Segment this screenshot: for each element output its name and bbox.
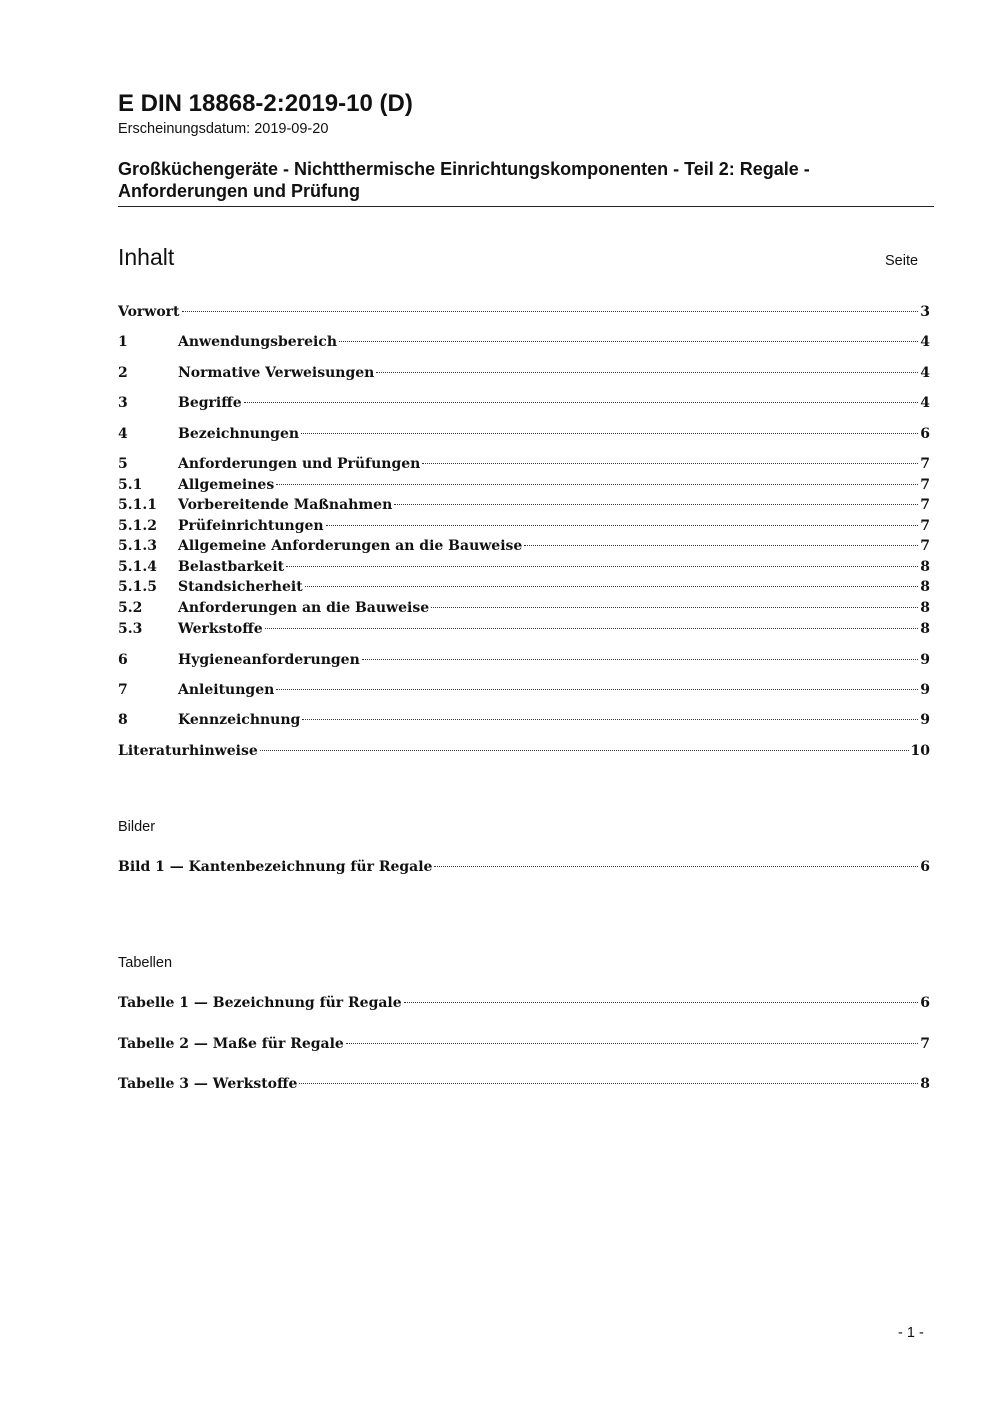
toc-entry-title: Kennzeichnung [178, 712, 301, 728]
toc-entry-number: 8 [118, 712, 128, 728]
toc-entry-page: 8 [920, 559, 930, 575]
toc-entry-title: Allgemeine Anforderungen an die Bauweise [178, 538, 523, 554]
toc-entry-number: 2 [118, 365, 128, 381]
toc-entry-number: 3 [118, 395, 128, 411]
toc-entry-number: 5.1.4 [118, 559, 157, 575]
dot-leader [326, 525, 919, 526]
dot-leader [404, 1002, 919, 1003]
page-number: - 1 - [898, 1325, 924, 1341]
title-divider [118, 206, 934, 207]
toc-entry-page: 7 [920, 497, 930, 513]
toc-entry[interactable] [118, 516, 930, 536]
toc-entry-title: Normative Verweisungen [178, 365, 375, 381]
toc-entry-title: Anforderungen und Prüfungen [178, 456, 421, 472]
toc-entry-title: Begriffe [178, 395, 242, 411]
dot-leader [260, 750, 909, 751]
table-entry-title: Tabelle 2 — Maße für Regale [118, 1036, 344, 1052]
toc-entry-title: Vorbereitende Maßnahmen [178, 497, 393, 513]
table-entry[interactable] [118, 993, 930, 1013]
dot-leader [265, 628, 919, 629]
toc-entry-page: 7 [920, 477, 930, 493]
table-entry-page: 7 [920, 1036, 930, 1052]
dot-leader [524, 545, 918, 546]
toc-entry-page: 10 [910, 743, 930, 759]
toc-entry-title: Vorwort [118, 304, 180, 320]
toc-entry-page: 6 [920, 426, 930, 442]
table-entry[interactable] [118, 1034, 930, 1054]
toc-entry[interactable] [118, 557, 930, 577]
toc-entry-page: 3 [920, 304, 930, 320]
dot-leader [244, 402, 919, 403]
toc-entry-number: 5.1.1 [118, 497, 157, 513]
dot-leader [299, 1083, 918, 1084]
dot-leader [362, 659, 918, 660]
table-entry-page: 8 [920, 1076, 930, 1092]
toc-entry-title: Literaturhinweise [118, 743, 258, 759]
toc-entry[interactable] [118, 598, 930, 618]
dot-leader [376, 372, 918, 373]
table-entry-page: 6 [920, 995, 930, 1011]
toc-entry-title: Standsicherheit [178, 579, 303, 595]
page-column-label: Seite [885, 253, 919, 269]
toc-entry-page: 9 [920, 682, 930, 698]
toc-entry[interactable] [118, 424, 930, 444]
toc-entry[interactable] [118, 302, 930, 322]
table-entry[interactable] [118, 1074, 930, 1094]
dot-leader [286, 566, 918, 567]
dot-leader [346, 1043, 918, 1044]
figures-label: Bilder [118, 819, 156, 835]
table-entry-title: Tabelle 1 — Bezeichnung für Regale [118, 995, 402, 1011]
toc-entry-number: 5 [118, 456, 128, 472]
document-id: E DIN 18868-2:2019-10 (D) [118, 90, 413, 117]
toc-entry-page: 8 [920, 621, 930, 637]
toc-entry[interactable] [118, 393, 930, 413]
toc-entry-page: 9 [920, 652, 930, 668]
toc-entry[interactable] [118, 332, 930, 352]
toc-heading: Inhalt [118, 244, 175, 270]
toc-entry-page: 7 [920, 538, 930, 554]
dot-leader [431, 607, 918, 608]
toc-entry-number: 6 [118, 652, 128, 668]
dot-leader [302, 719, 918, 720]
toc-entry-page: 7 [920, 518, 930, 534]
dot-leader [434, 866, 918, 867]
dot-leader [276, 484, 918, 485]
dot-leader [394, 504, 918, 505]
document-title: Großküchengeräte - Nichtthermische Einrichtungskomponenten - Teil 2: Regale - Anforderungen und Prüfung [118, 159, 810, 201]
toc-entry-page: 8 [920, 600, 930, 616]
toc-entry-number: 5.2 [118, 600, 143, 616]
figure-entry-title: Bild 1 — Kantenbezeichnung für Regale [118, 859, 433, 875]
toc-entry-page: 7 [920, 456, 930, 472]
figure-entry[interactable] [118, 857, 930, 877]
toc-entry[interactable] [118, 710, 930, 730]
dot-leader [182, 311, 919, 312]
toc-entry[interactable] [118, 619, 930, 639]
toc-entry[interactable] [118, 680, 930, 700]
table-entry-title: Tabelle 3 — Werkstoffe [118, 1076, 298, 1092]
toc-entry-page: 8 [920, 579, 930, 595]
dot-leader [339, 341, 918, 342]
toc-entry-title: Allgemeines [178, 477, 275, 493]
toc-entry[interactable] [118, 363, 930, 383]
toc-entry-title: Anwendungsbereich [178, 334, 337, 350]
toc-entry-number: 5.1.2 [118, 518, 157, 534]
toc-entry-number: 7 [118, 682, 128, 698]
tables-label: Tabellen [118, 955, 173, 971]
toc-entry-number: 4 [118, 426, 128, 442]
toc-entry-title: Werkstoffe [178, 621, 263, 637]
toc-entry[interactable] [118, 475, 930, 495]
dot-leader [301, 433, 918, 434]
toc-entry[interactable] [118, 741, 930, 761]
toc-entry[interactable] [118, 495, 930, 515]
toc-entry-page: 4 [920, 395, 930, 411]
toc-entry-title: Belastbarkeit [178, 559, 285, 575]
toc-entry-page: 4 [920, 365, 930, 381]
toc-entry-title: Prüfeinrichtungen [178, 518, 324, 534]
toc-entry-title: Bezeichnungen [178, 426, 300, 442]
publication-date: Erscheinungsdatum: 2019-09-20 [118, 121, 329, 137]
toc-entry-page: 9 [920, 712, 930, 728]
toc-entry-title: Hygieneanforderungen [178, 652, 360, 668]
toc-entry-number: 5.1.5 [118, 579, 157, 595]
toc-entry[interactable] [118, 454, 930, 474]
toc-entry-number: 5.3 [118, 621, 143, 637]
figure-entry-page: 6 [920, 859, 930, 875]
toc-entry-number: 5.1 [118, 477, 143, 493]
toc-entry[interactable] [118, 577, 930, 597]
toc-entry-page: 4 [920, 334, 930, 350]
toc-entry[interactable] [118, 650, 930, 670]
toc-entry[interactable] [118, 536, 930, 556]
toc-entry-title: Anforderungen an die Bauweise [178, 600, 430, 616]
toc-entry-number: 1 [118, 334, 128, 350]
toc-entry-number: 5.1.3 [118, 538, 157, 554]
dot-leader [422, 463, 918, 464]
dot-leader [305, 586, 919, 587]
toc-entry-title: Anleitungen [178, 682, 275, 698]
dot-leader [276, 689, 918, 690]
